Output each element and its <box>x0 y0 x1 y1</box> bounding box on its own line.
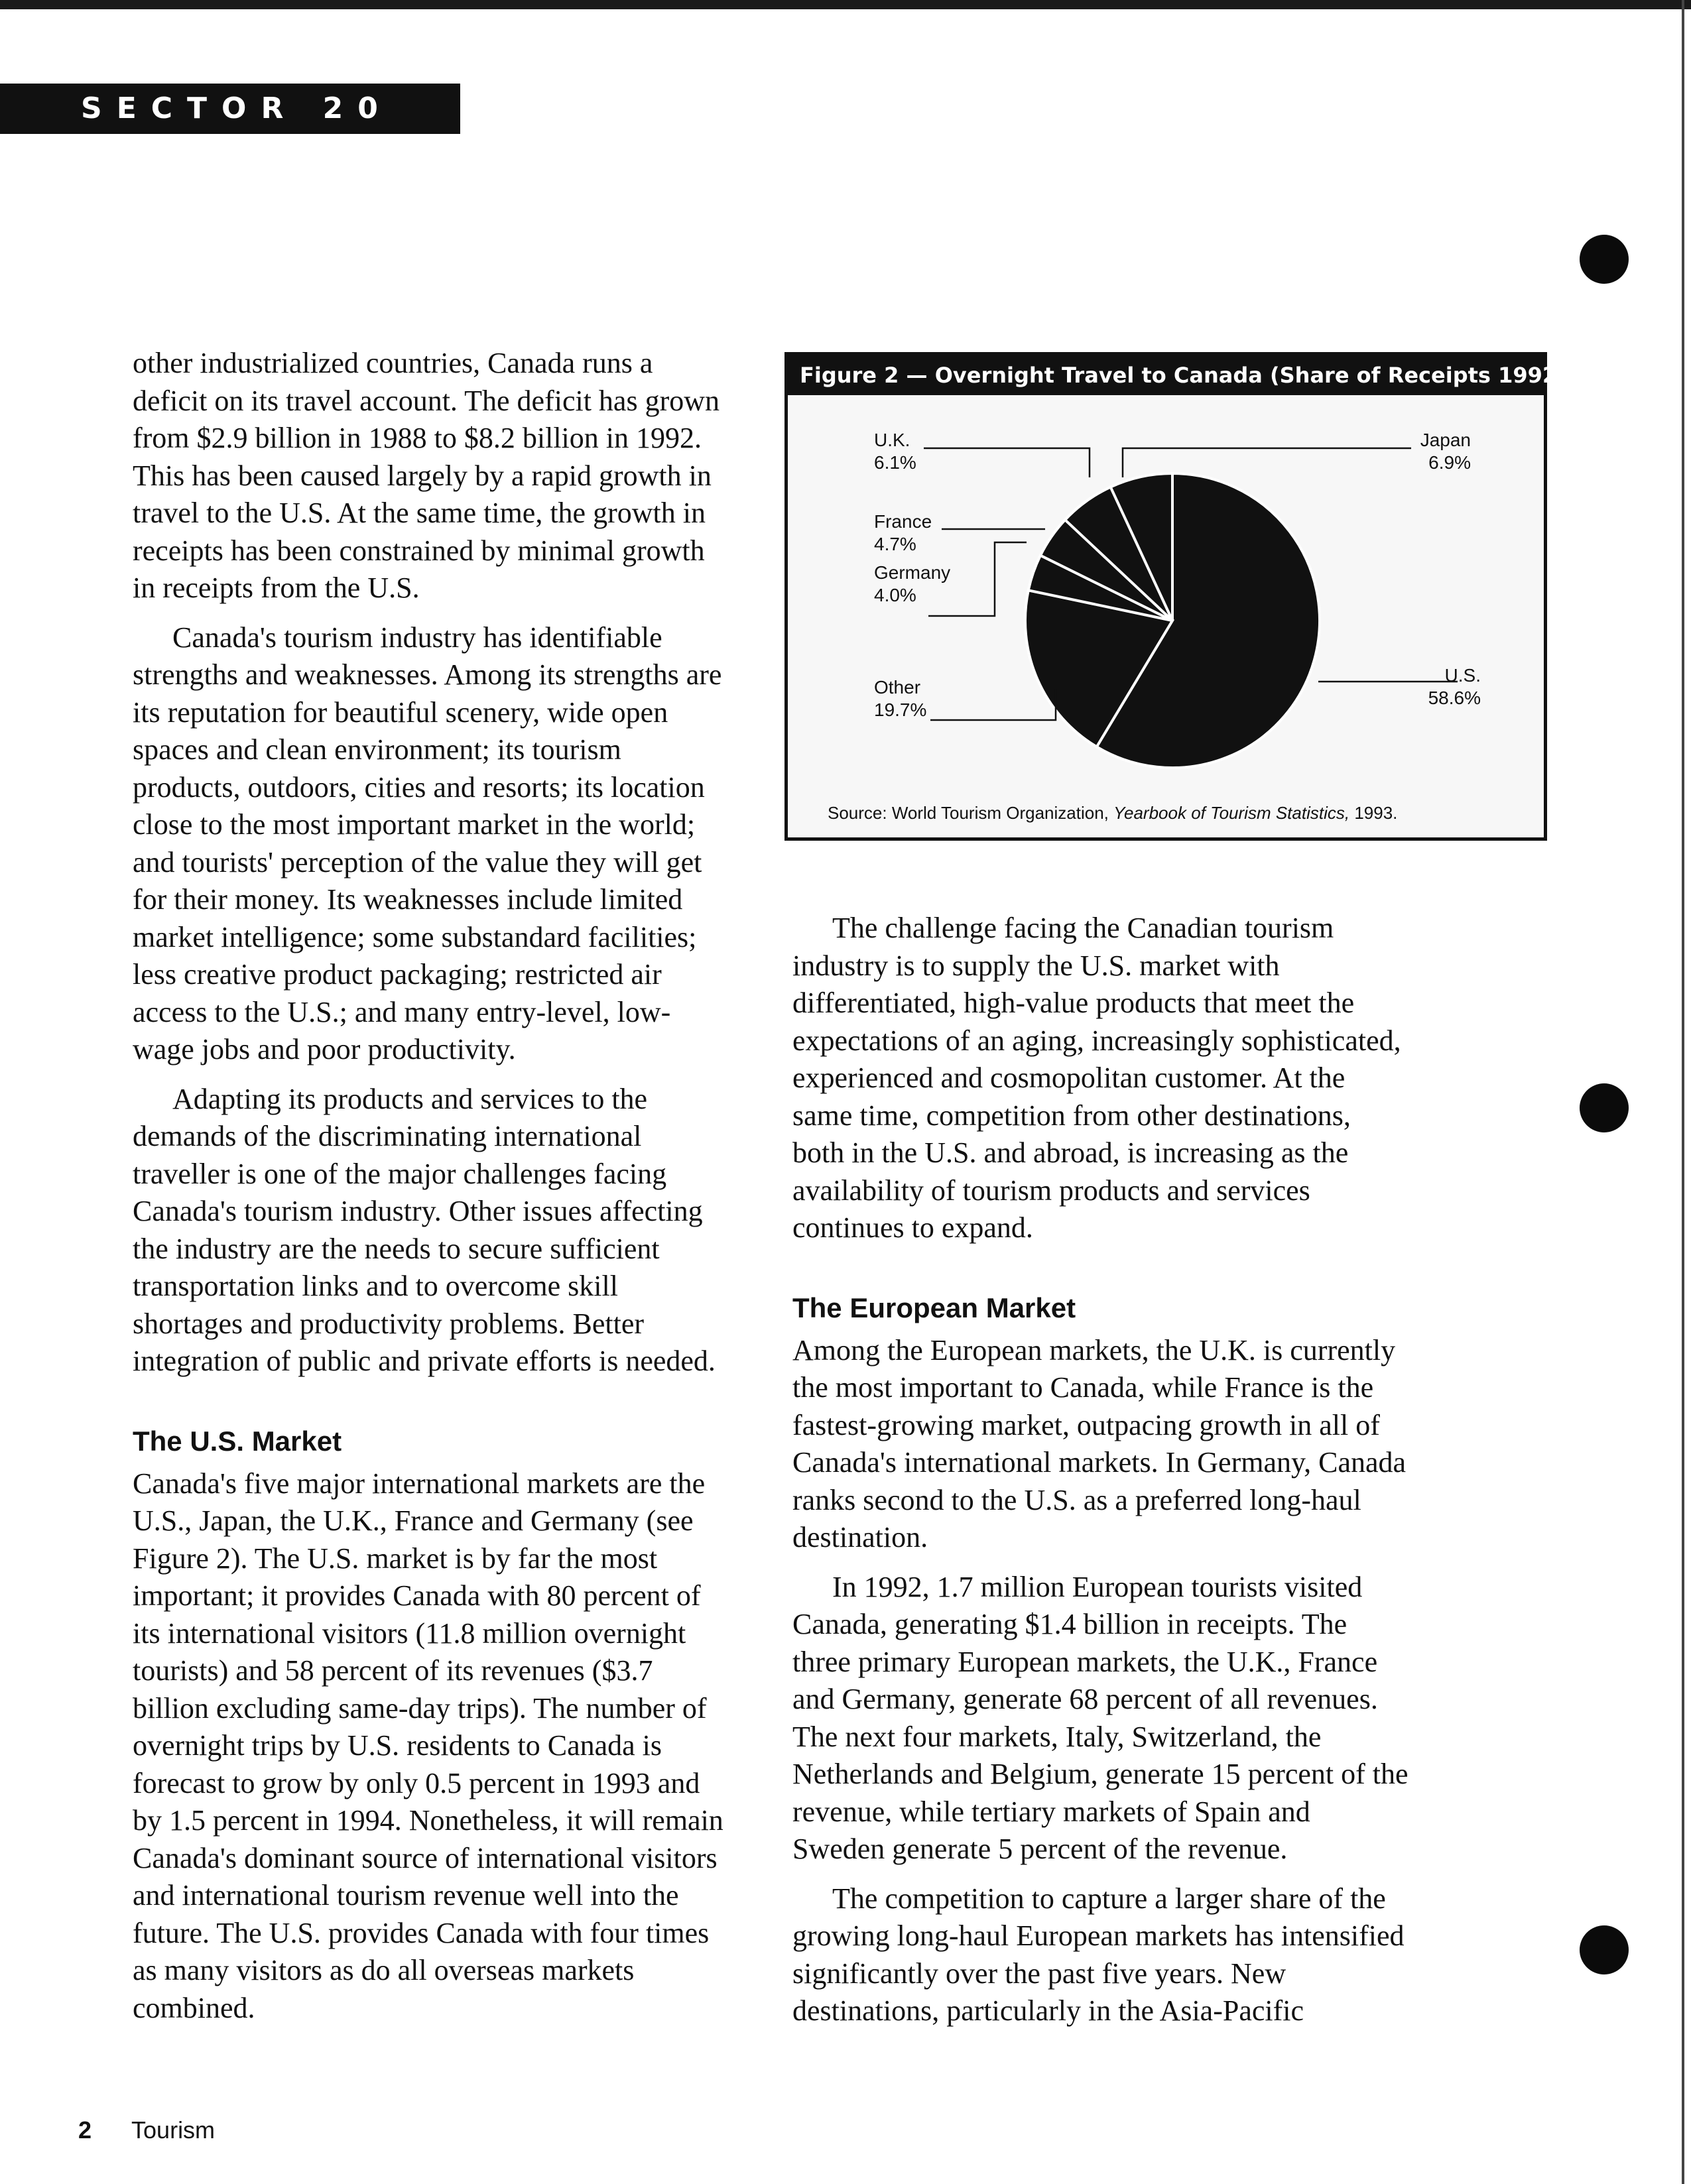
source-prefix: Source: World Tourism Organization, <box>828 803 1114 823</box>
right-column <box>792 910 1409 2042</box>
figure-source <box>828 803 1397 823</box>
page-footer <box>78 2116 215 2144</box>
paragraph: Adapting its products and services to the demands of the discriminating international traveller is one of the major challenges facing Canada's tourism industry. Other issues affecting the industry are the needs to secure sufficient transportation links and to overcome skill shortages and productivity problems. Better integration of public and private efforts is needed. <box>133 1082 716 1377</box>
slice-value-japan: 6.9% <box>1428 452 1471 473</box>
leader-line-other <box>930 689 1056 720</box>
binding-edge <box>1682 0 1684 2184</box>
paragraph: Canada's tourism industry has identifiable strengths and weaknesses. Among its strengths are its reputation for beautiful scenery, wide open spaces and clean environment; its tourism products, outdoors, cities and resorts; its location close to the most important market in the world; and tourists' perception of the value they will get for their money. Its weaknesses include limited market intelligence; some substandard facilities; less creative product packaging; restricted air access to the U.S.; and many entry-level, low-wage jobs and poor productivity. <box>133 621 722 1065</box>
slice-label-us: U.S. <box>1444 665 1481 686</box>
leader-line-uk <box>924 448 1090 477</box>
left-column <box>133 345 729 2039</box>
figure-title: Figure 2 — Overnight Travel to Canada (Share of Receipts 1992) <box>788 355 1544 395</box>
slice-label-japan: Japan <box>1420 430 1471 450</box>
slice-value-other: 19.7% <box>874 699 927 720</box>
source-title: Yearbook of Tourism Statistics, <box>1113 803 1350 823</box>
slice-label-uk: U.K. <box>874 430 910 450</box>
page-number: 2 <box>78 2116 92 2144</box>
slice-label-germany: Germany <box>874 562 951 583</box>
top-rule <box>0 0 1691 9</box>
figure-2 <box>784 352 1567 841</box>
slice-value-germany: 4.0% <box>874 585 916 605</box>
paragraph: Among the European markets, the U.K. is currently the most important to Canada, while France is the fastest-growing market, outpacing growth in all of Canada's international markets. In Germany, Canada ranks second to the U.S. as a preferred long-haul destination. <box>792 1333 1407 1553</box>
slice-value-france: 4.7% <box>874 534 916 554</box>
footer-section: Tourism <box>131 2116 216 2144</box>
punch-hole <box>1580 1925 1629 1974</box>
slice-value-uk: 6.1% <box>874 452 916 473</box>
paragraph: The challenge facing the Canadian tourism industry is to supply the U.S. market with differentiated, high-value products that meet the expectations of an aging, increasingly sophisticated, experienced and cosmopolitan customer. At the same time, competition from other destinations, both in the U.S. and abroad, is increasing as the availability of tourism products and services continues to expand. <box>792 912 1401 1244</box>
source-year: 1993. <box>1349 803 1398 823</box>
sector-header: SECTOR 20 <box>0 84 460 134</box>
punch-hole <box>1580 235 1629 284</box>
paragraph: The competition to capture a larger share of the growing long-haul European markets has intensified significantly over the past five years. New destinations, particularly in the Asia-Pacific <box>792 1882 1405 2027</box>
slice-value-us: 58.6% <box>1428 688 1481 708</box>
paragraph: Canada's five major international markets are the U.S., Japan, the U.K., France and Germany (see Figure 2). The U.S. market is by far the most important; it provides Canada with 80 percent of its international visitors (11.8 million overnight tourists) and 58 percent of its revenues ($3.7 billion excluding same-day trips). The number of overnight trips by U.S. residents to Canada is forecast to grow by only 0.5 percent in 1993 and by 1.5 percent in 1994. Nonetheless, it will remain Canada's dominant source of international visitors and international tourism revenue well into the future. The U.S. provides Canada with four times as many visitors as do all overseas markets combined. <box>133 1467 723 2024</box>
section-heading-european-market: The European Market <box>792 1292 1076 1323</box>
slice-label-other: Other <box>874 677 921 698</box>
punch-hole <box>1580 1083 1629 1132</box>
paragraph: In 1992, 1.7 million European tourists visited Canada, generating $1.4 billion in receipts. The three primary European markets, the U.K., France and Germany, generate 68 percent of all revenues. The next four markets, Italy, Switzerland, the Netherlands and Belgium, generate 15 percent of the revenue, while tertiary markets of Spain and Sweden generate 5 percent of the revenue. <box>792 1570 1409 1865</box>
section-heading-us-market: The U.S. Market <box>133 1425 342 1457</box>
paragraph: other industrialized countries, Canada runs a deficit on its travel account. The deficit has grown from $2.9 billion in 1988 to $8.2 billion in 1992. This has been caused largely by a rapid growth in travel to the U.S. At the same time, the growth in receipts has been constrained by minimal growth in receipts from the U.S. <box>133 347 720 604</box>
slice-label-france: France <box>874 511 932 532</box>
pie-chart <box>788 395 1544 800</box>
